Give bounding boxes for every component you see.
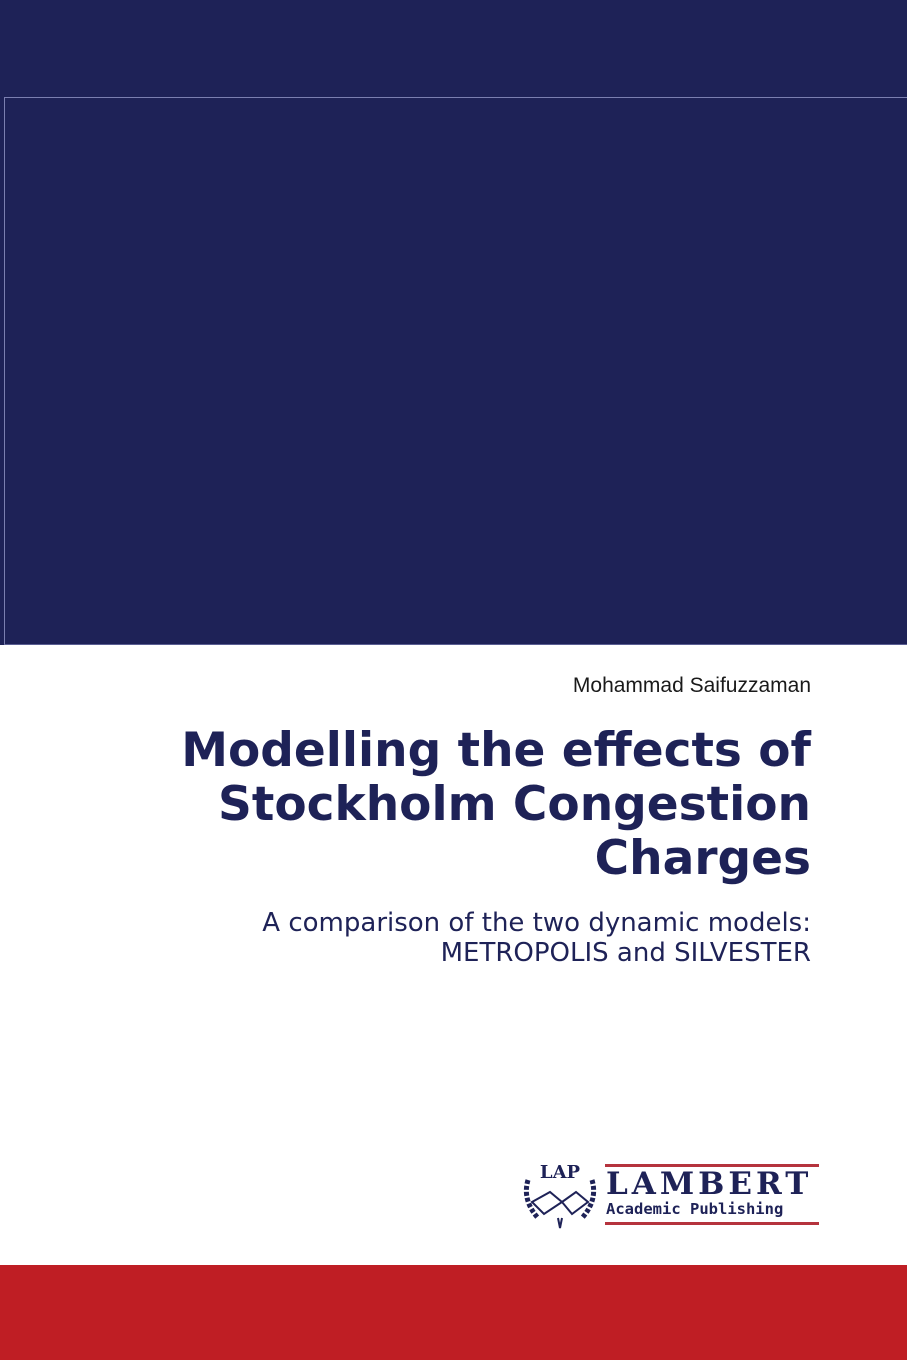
subtitle-line: METROPOLIS and SILVESTER — [440, 938, 811, 968]
cover-top-panel — [0, 0, 907, 645]
publisher-tagline: Academic Publishing — [606, 1200, 784, 1218]
publisher-name: LAMBERT — [606, 1166, 813, 1202]
book-title — [111, 724, 811, 886]
decorative-frame — [4, 97, 907, 645]
subtitle-line: A comparison of the two dynamic models: — [262, 908, 811, 938]
book-subtitle — [111, 908, 811, 968]
title-line: Stockholm Congestion — [218, 777, 811, 832]
logo-rule-bottom — [605, 1222, 819, 1225]
title-line: Modelling the effects of — [181, 723, 811, 778]
logo-mark-text: LAP — [539, 1162, 581, 1183]
cover-bottom-band — [0, 1265, 907, 1360]
author-name: Mohammad Saifuzzaman — [572, 674, 811, 697]
publisher-logo — [520, 1158, 820, 1230]
open-book-laurel-icon — [520, 1158, 600, 1230]
title-line: Charges — [594, 831, 811, 886]
